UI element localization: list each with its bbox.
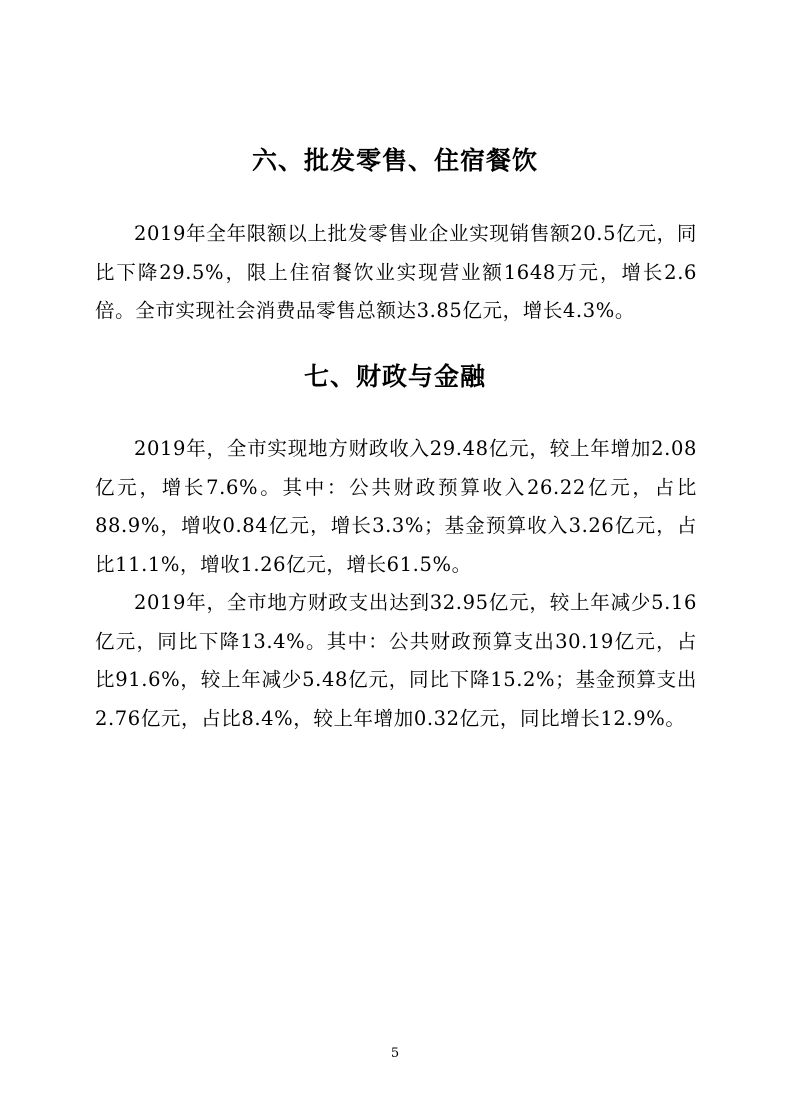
section-heading-wholesale-retail: 六、批发零售、住宿餐饮 (251, 146, 538, 175)
page-number: 5 (390, 1046, 400, 1061)
paragraph-fiscal-expenditure: 2019年，全市地方财政支出达到32.95亿元，较上年减少5.16亿元，同比下降13.4%。其中：公共财政预算支出30.19亿元，占比91.6%，较上年减少5.48亿元，同比下降15.2%；基金预算支出2.76亿元，占比8.4%，较上年增加0.32亿元，同比增长12.9%。 (95, 591, 697, 730)
paragraph-fiscal-revenue: 2019年，全市实现地方财政收入29.48亿元，较上年增加2.08亿元，增长7.6%。其中：公共财政预算收入26.22亿元，占比88.9%，增收0.84亿元，增长3.3%；基金预算收入3.26亿元，占比11.1%，增收1.26亿元，增长61.5%。 (95, 437, 697, 576)
section-heading-finance: 七、财政与金融 (303, 362, 486, 391)
paragraph-wholesale-retail: 2019年全年限额以上批发零售业企业实现销售额20.5亿元，同比下降29.5%，限上住宿餐饮业实现营业额1648万元，增长2.6倍。全市实现社会消费品零售总额达3.85亿元，增长4.3%。 (95, 222, 697, 322)
